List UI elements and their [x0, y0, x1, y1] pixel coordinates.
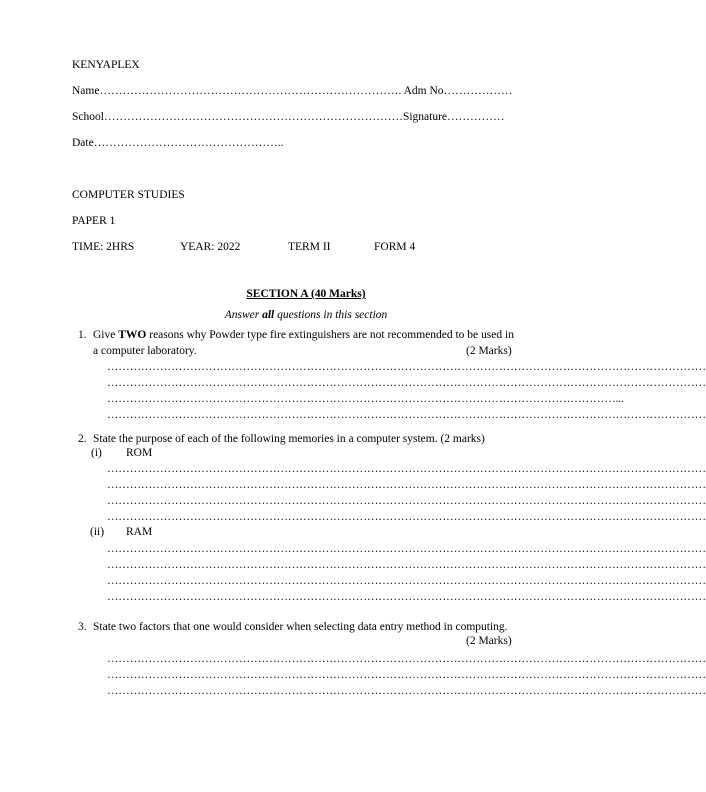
section-instruction [0, 309, 612, 321]
instruction-bold: all [262, 309, 275, 321]
brand-name: KENYAPLEX [72, 59, 140, 71]
answer-line[interactable]: …………………………………………………………………………………………………………………………………………… [107, 559, 706, 571]
answer-line[interactable]: …………………………………………………………………………………………………………………………………………… [107, 463, 706, 475]
instruction-pre: Answer [224, 309, 263, 321]
q1-marks: (2 Marks) [466, 345, 512, 357]
q1-text-line2: a computer laboratory. [93, 345, 197, 357]
q1-text-bold: TWO [118, 329, 147, 341]
q3-marks: (2 Marks) [466, 635, 512, 647]
time-label: TIME: 2HRS [72, 241, 135, 253]
q3-text: State two factors that one would consider when selecting data entry method in computing. [93, 621, 508, 633]
q2-number: 2. [78, 433, 87, 445]
year-label: YEAR: 2022 [180, 241, 241, 253]
q2-part-i-text: ROM [126, 447, 153, 459]
answer-line[interactable]: …………………………………………………………………………………………………………………………………………… [107, 361, 706, 373]
instruction-post: questions in this section [274, 309, 388, 321]
answer-line[interactable]: …………………………………………………………………………………………………………………………………………… [107, 669, 706, 681]
school-signature-field[interactable]: School……………………………………………………………………Signature…………… [72, 111, 505, 123]
answer-line[interactable]: …………………………………………………………………………………………………………………………………………… [107, 591, 706, 603]
answer-line[interactable]: …………………………………………………………………………………………………………………………………………… [107, 653, 706, 665]
q1-number: 1. [78, 329, 87, 341]
answer-line[interactable]: …………………………………………………………………………………………………………………………………………… [107, 479, 706, 491]
name-adm-field[interactable]: Name……………………………………………………………………. Adm No……………… [72, 85, 513, 97]
date-field[interactable]: Date………………………………………….. [72, 137, 284, 149]
form-label: FORM 4 [374, 241, 416, 253]
subject-title: COMPUTER STUDIES [72, 189, 185, 201]
answer-line[interactable]: …………………………………………………………………………………………………………………………………………… [107, 377, 706, 389]
q2-part-i-label: (i) [91, 447, 102, 459]
answer-line[interactable]: ………………………………………………………………………………………………………………………... [107, 393, 624, 405]
answer-line[interactable]: …………………………………………………………………………………………………………………………………………… [107, 685, 706, 697]
answer-line[interactable]: …………………………………………………………………………………………………………………………………………… [107, 409, 706, 421]
q2-part-ii-label: (ii) [90, 526, 105, 538]
q2-text: State the purpose of each of the following memories in a computer system. (2 marks) [93, 433, 485, 445]
q2-part-ii-text: RAM [126, 526, 153, 538]
q1-text [93, 329, 514, 341]
q1-text-post: reasons why Powder type fire extinguishers are not recommended to be used in [146, 329, 514, 341]
answer-line[interactable]: …………………………………………………………………………………………………………………………………………… [107, 575, 706, 587]
paper-label: PAPER 1 [72, 215, 116, 227]
q3-number: 3. [78, 621, 87, 633]
answer-line[interactable]: …………………………………………………………………………………………………………………………………………… [107, 495, 706, 507]
answer-line[interactable]: …………………………………………………………………………………………………………………………………………… [107, 543, 706, 555]
answer-line[interactable]: …………………………………………………………………………………………………………………………………………… [107, 511, 706, 523]
q1-text-pre: Give [93, 329, 119, 341]
term-label: TERM II [288, 241, 331, 253]
section-title: SECTION A (40 Marks) [246, 288, 366, 300]
